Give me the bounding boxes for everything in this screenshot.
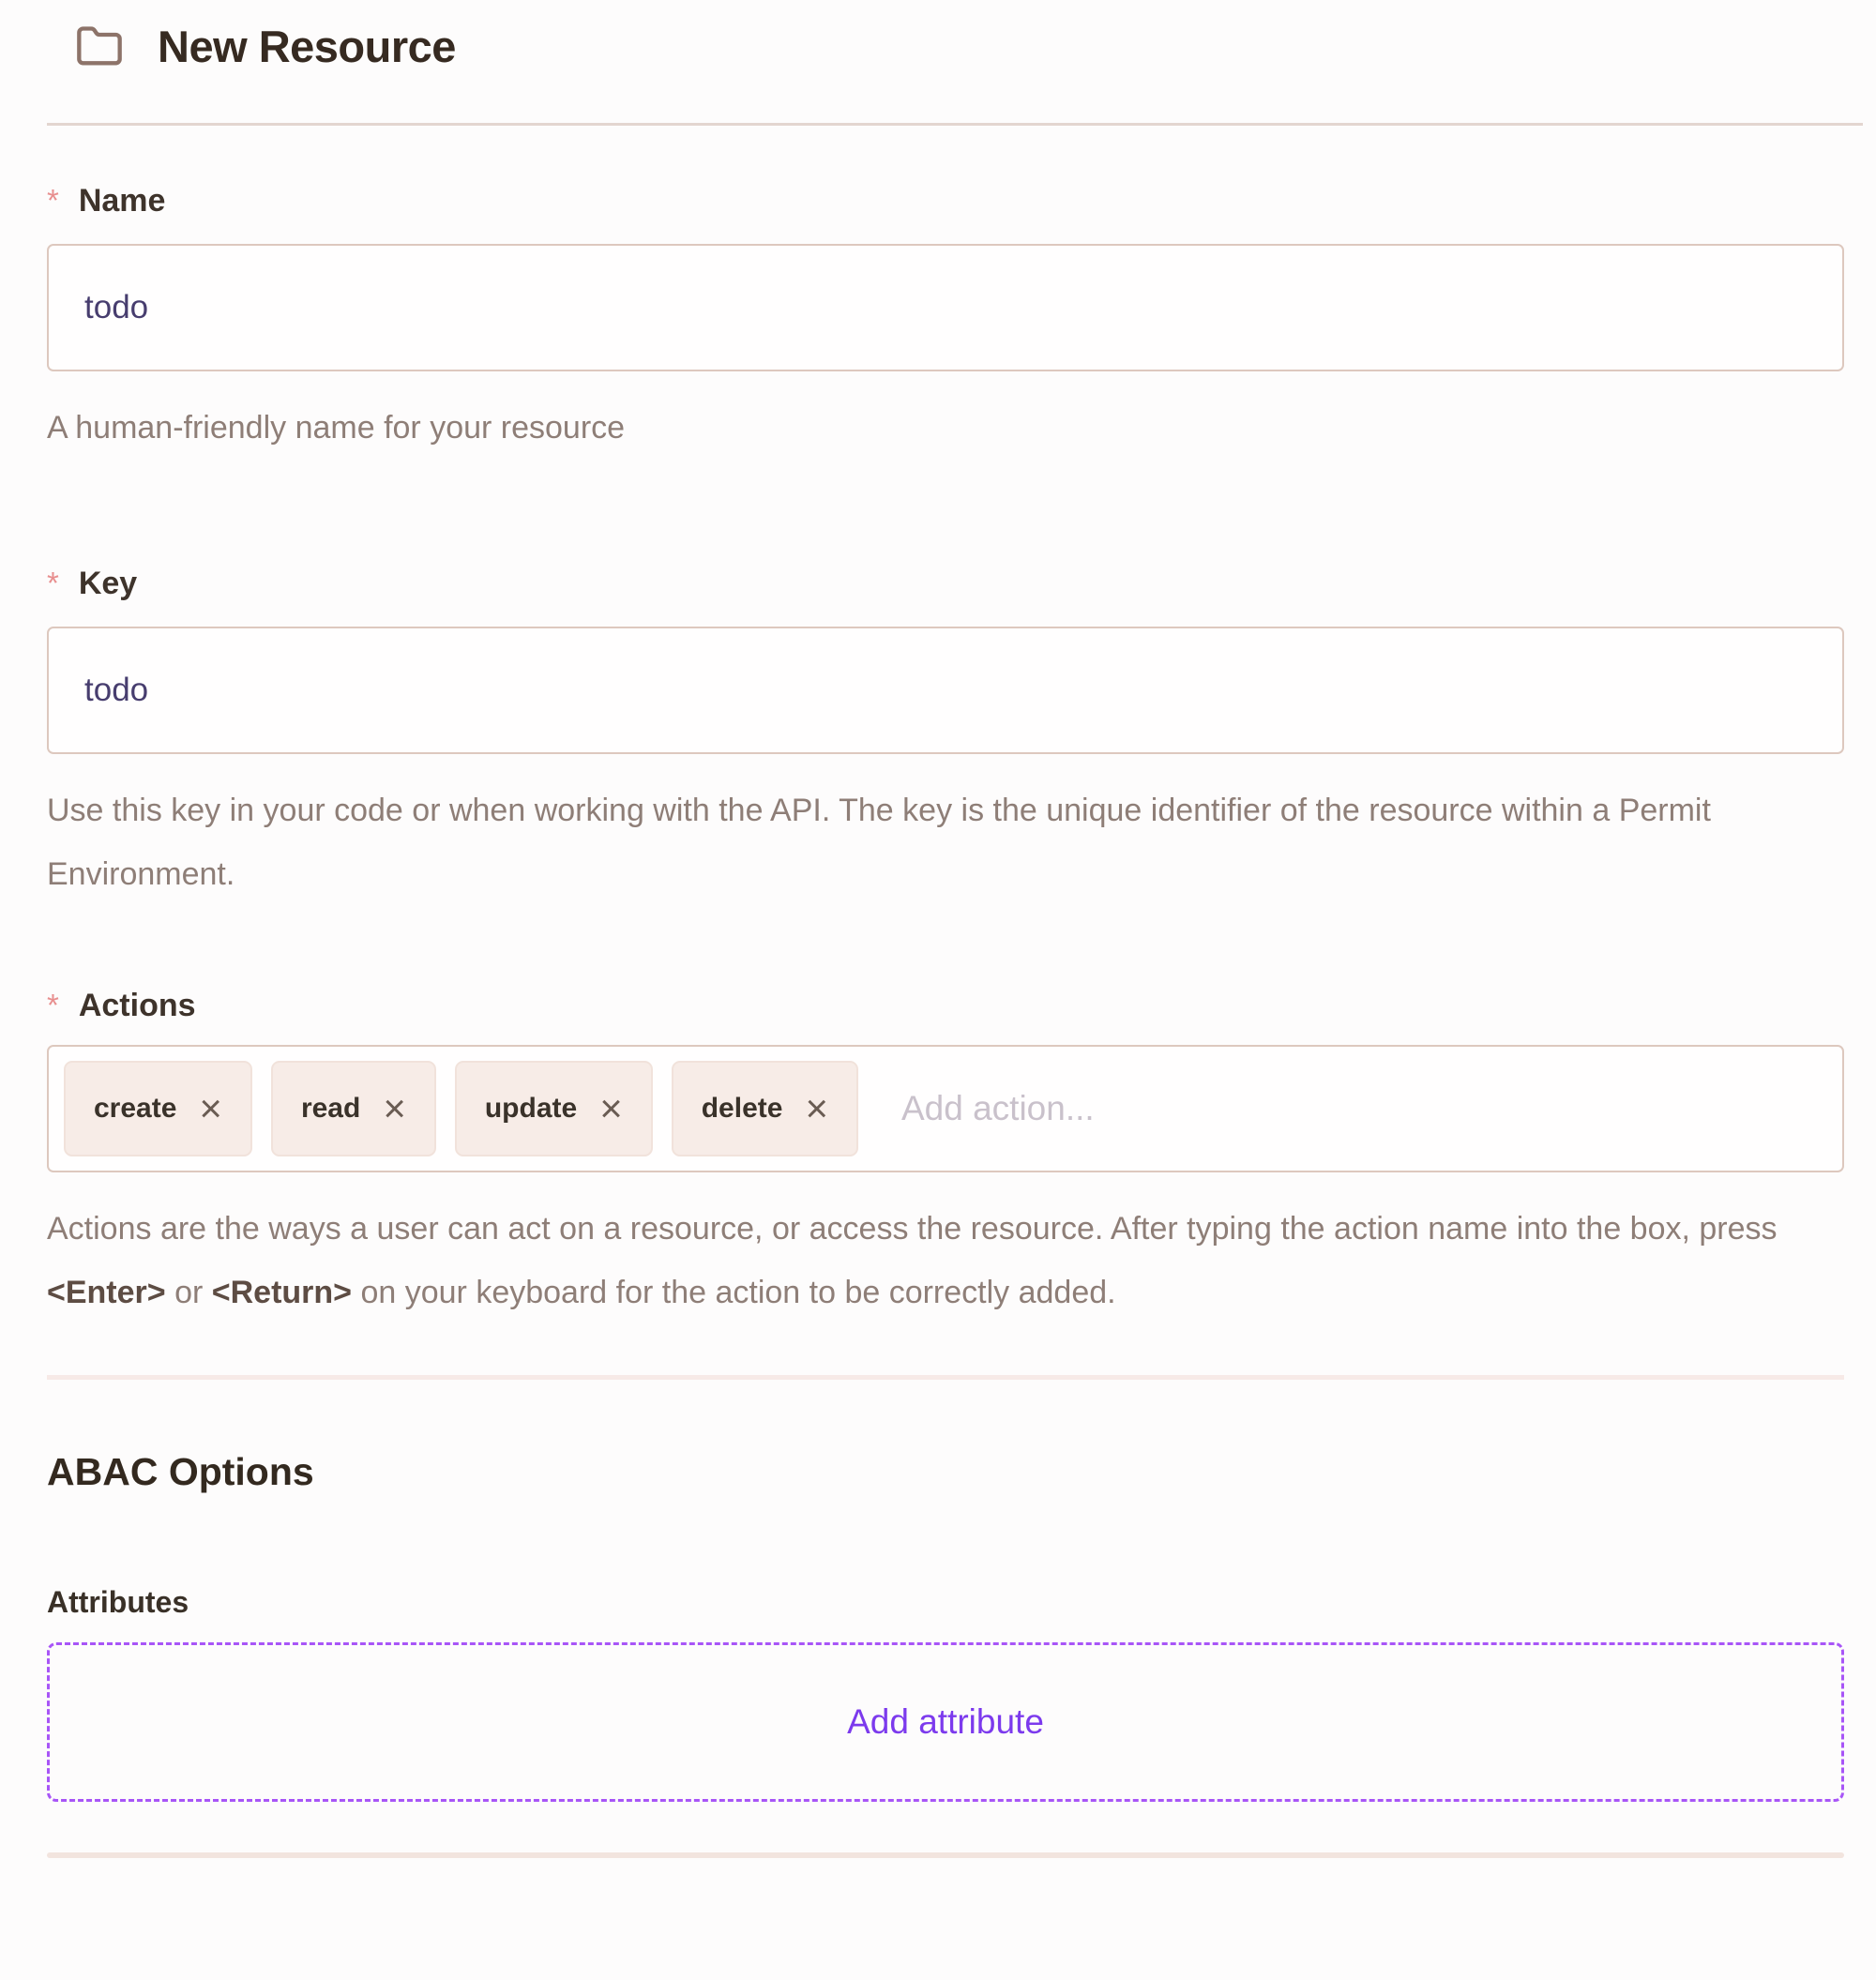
remove-tag-icon[interactable]: × [199,1086,222,1130]
actions-help-part: or [165,1275,212,1310]
action-tag-label: update [484,1093,578,1124]
required-asterisk: * [47,988,59,1022]
action-tag-label: create [94,1093,177,1124]
actions-help-part: Actions are the ways a user can act on a resource, or access the resource. After typing the action name into the box, press [47,1211,1778,1247]
add-attribute-button[interactable] [47,1642,1844,1802]
abac-options-heading: ABAC Options [47,1450,314,1493]
name-label: Name [78,183,166,219]
actions-label: Actions [78,988,196,1023]
page-title: New Resource [158,22,456,71]
actions-label-row [47,985,1844,1026]
name-label-row [47,180,1844,221]
page-header [47,21,1844,72]
remove-tag-icon[interactable]: × [599,1086,623,1130]
action-tag-delete [672,1061,858,1156]
remove-tag-icon[interactable]: × [805,1086,828,1130]
actions-help-text [47,1197,1844,1324]
return-key-hint: <Return> [211,1275,353,1310]
action-tag-label: read [300,1093,361,1124]
required-asterisk: * [47,183,59,218]
bottom-divider [47,1852,1844,1858]
name-input[interactable] [47,244,1844,371]
action-tag-create [64,1061,252,1156]
name-help-text: A human-friendly name for your resource [47,410,626,446]
key-label: Key [78,566,138,601]
key-help-text: Use this key in your code or when working with the API. The key is the unique identifier of the resource within a Permit Environment. [47,793,1711,892]
title-divider [47,123,1863,126]
actions-field-group [47,985,1844,1324]
name-field-group [47,180,1844,460]
actions-tag-input[interactable] [47,1045,1844,1172]
actions-help-part: on your keyboard for the action to be correctly added. [352,1275,1116,1310]
action-tag-label: delete [701,1093,783,1124]
key-input[interactable] [47,627,1844,754]
attributes-label: Attributes [47,1585,189,1619]
add-action-input[interactable] [901,1089,1827,1128]
enter-key-hint: <Enter> [47,1275,166,1310]
add-attribute-label: Add attribute [847,1702,1044,1741]
action-tag-update [455,1061,653,1156]
section-divider [47,1375,1844,1380]
folder-icon [73,23,126,71]
action-tag-read [271,1061,436,1156]
key-field-group [47,563,1844,906]
key-label-row [47,563,1844,604]
remove-tag-icon[interactable]: × [383,1086,406,1130]
required-asterisk: * [47,566,59,600]
